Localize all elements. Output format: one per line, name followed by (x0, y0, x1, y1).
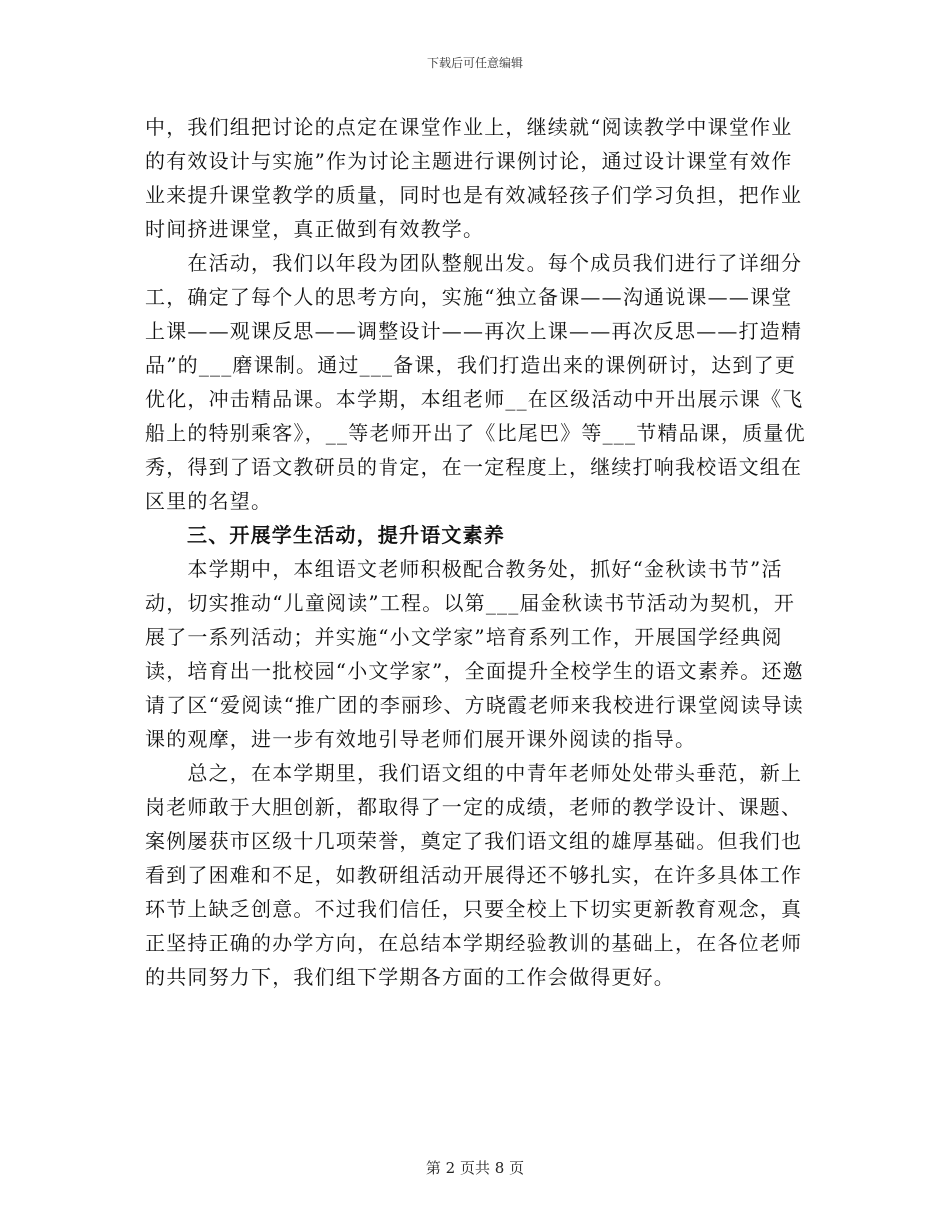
paragraph-4: 总之，在本学期里，我们语文组的中青年老师处处带头垂范，新上岗老师敢于大胆创新，都取得了一定的成绩，老师的教学设计、课题、案例屡获市区级十几项荣誉，奠定了我们语文组的雄厚基础。但我们也看到了困难和不足，如教研组活动开展得还不够扎实，在许多具体工作环节上缺乏创意。不过我们信任，只要全校上下切实更新教育观念，真正坚持正确的办学方向，在总结本学期经验教训的基础上，在各位老师的共同努力下，我们组下学期各方面的工作会做得更好。 (145, 761, 803, 989)
document-body (145, 110, 810, 994)
paragraph-2: 在活动，我们以年段为团队整舰出发。每个成员我们进行了详细分工，确定了每个人的思考方向，实施“独立备课——沟通说课——课堂上课——观课反思——调整设计——再次上课——再次反思——打造精品”的___磨课制。通过___备课，我们打造出来的课例研讨，达到了更优化，冲击精品课。本学期，本组老师__在区级活动中开出展示课《飞船上的特别乘客》，__等老师开出了《比尾巴》等___节精品课，质量优秀，得到了语文教研员的肯定，在一定程度上，继续打响我校语文组在区里的名望。 (145, 251, 806, 513)
paragraph-1: 中，我们组把讨论的点定在课堂作业上，继续就“阅读教学中课堂作业的有效设计与实施”作为讨论主题进行课例讨论，通过设计课堂有效作业来提升课堂教学的质量，同时也是有效减轻孩子们学习负担，把作业时间挤进课堂，真正做到有效教学。 (145, 115, 803, 241)
page-footer: 第 2 页共 8 页 (425, 1159, 525, 1177)
section-heading-3: 三、开展学生活动，提升语文素养 (187, 523, 505, 547)
page-header: 下载后可任意编辑 (426, 56, 523, 70)
paragraph-3: 本学期中，本组语文老师积极配合教务处，抓好“金秋读书节”活动，切实推动“儿童阅读”工程。以第___届金秋读书节活动为契机，开展了一系列活动；并实施“小文学家”培育系列工作，开展国学经典阅读，培育出一批校园“小文学家”，全面提升全校学生的语文素养。还邀请了区“爱阅读“推广团的李丽珍、方晓霞老师来我校进行课堂阅读导读课的观摩，进一步有效地引导老师们展开课外阅读的指导。 (145, 557, 804, 751)
